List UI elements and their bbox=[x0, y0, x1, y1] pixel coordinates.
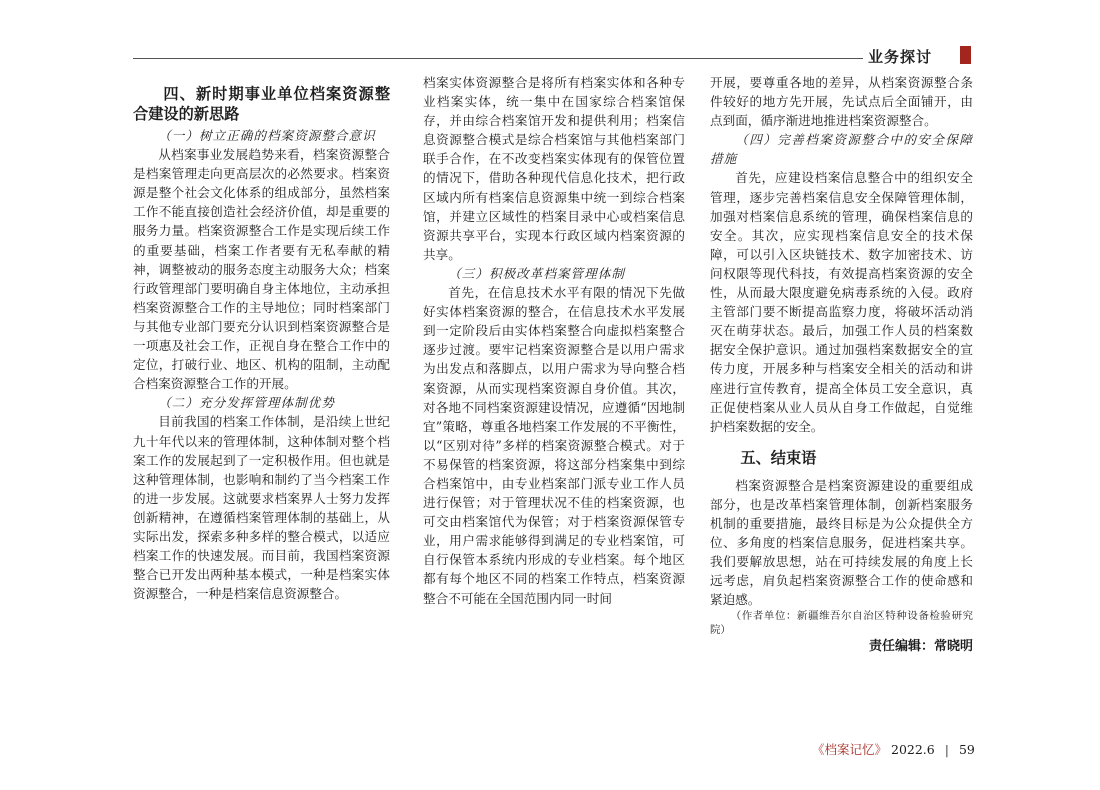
author-affiliation: （作者单位：新疆维吾尔自治区特种设备检验研究院） bbox=[710, 610, 973, 637]
subheading-4: （四）完善档案资源整合中的安全保障措施 bbox=[710, 132, 973, 167]
section-marker bbox=[960, 46, 971, 64]
paragraph: 首先，在信息技术水平有限的情况下先做好实体档案资源的整合，在信息技术水平发展到一定阶段后由实体档案整合向虚拟档案整合逐步过渡。要牢记档案资源整合是以用户需求为出发点和落脚点，以用户需求为导向整合档案资源，从而实现档案资源自身价值。其次，对各地不同档案资源建设情况，应遵循“因地制宜”策略，尊重各地档案工作发展的不平衡性，以“区别对待”多样的档案资源整合模式。对于不易保管的档案资源，将这部分档案集中到综合档案馆中，由专业档案部门派专业工作人员进行保管；对于管理状况不佳的档案资源，也可交由档案馆代为保管；对于档案资源保管专业，用户需求能够得到满足的专业档案馆，可自行保管本系统内形成的专业档案。每个地区都有每个地区不同的档案工作特点，档案资源整合不可能在全国范围内同一时间 bbox=[423, 285, 685, 606]
column-2 bbox=[423, 73, 685, 713]
subheading-3: （三）积极改革档案管理体制 bbox=[448, 265, 625, 281]
paragraph: 从档案事业发展趋势来看，档案资源整合是档案管理走向更高层次的必然要求。档案资源是整个社会文化体系的组成部分，虽然档案工作不能直接创造社会经济价值，却是重要的服务力量。档案资源整合工作是实现后续工作的重要基础，档案工作者要有无私奉献的精神，调整被动的服务态度主动服务大众；档案行政管理部门要明确自身主体地位，主动承担档案资源整合工作的主导地位；同时档案部门与其他专业部门要充分认识到档案资源整合是一项惠及社会工作，正视自身在整合工作中的定位，打破行业、地区、机构的阻制，主动配合档案资源整合工作的开展。 bbox=[133, 147, 390, 392]
section-heading-4: 四、新时期事业单位档案资源整合建设的新思路 bbox=[133, 85, 390, 123]
subheading-2: （二）充分发挥管理体制优势 bbox=[158, 395, 335, 411]
paragraph: 档案实体资源整合是将所有档案实体和各种专业档案实体，统一集中在国家综合档案馆保存，并由综合档案馆开发和提供利用；档案信息资源整合模式是综合档案馆与其他档案部门联手合作，在不改变档案实体现有的保管位置的情况下，借助各种现代信息化技术，把行政区域内所有档案信息资源集中统一到综合档案馆，并建立区域性的档案目录中心或档案信息资源共享平台，实现本行政区域内档案资源的共享。 bbox=[423, 75, 685, 262]
column-3 bbox=[710, 73, 973, 713]
page-number: 59 bbox=[958, 742, 975, 757]
issue-number: 2022.6 bbox=[891, 742, 935, 757]
magazine-name: 《档案记忆》 bbox=[812, 742, 888, 757]
section-heading-5: 五、结束语 bbox=[740, 448, 817, 467]
section-title: 业务探讨 bbox=[868, 48, 933, 66]
footer-separator: | bbox=[944, 742, 949, 757]
responsible-editor: 责任编辑：常晓明 bbox=[868, 639, 973, 655]
subheading-1: （一）树立正确的档案资源整合意识 bbox=[158, 128, 376, 143]
paragraph: 档案资源整合是档案资源建设的重要组成部分，也是改革档案管理体制，创新档案服务机制的重要措施，最终目标是为公众提供全方位、多角度的档案信息服务，促进档案共享。我们要解放思想，站在可持续发展的角度上长远考虑，肩负起档案资源整合工作的使命感和紧迫感。 bbox=[710, 477, 973, 608]
header-rule bbox=[133, 58, 863, 59]
paragraph: 首先，应建设档案信息整合中的组织安全管理，逐步完善档案信息安全保障管理体制，加强对档案信息系统的管理，确保档案信息的安全。其次，应实现档案信息安全的技术保障，可以引入区块链技术、数字加密技术、访问权限等现代科技，有效提高档案资源的安全性，从而最大限度避免病毒系统的入侵。政府主管部门要不断提高监察力度，将破坏活动消灭在萌芽状态。最后，加强工作人员的档案数据安全保护意识。通过加强档案数据安全的宣传力度，开展多种与档案安全相关的活动和讲座进行宣传教育，提高全体员工安全意识，真正促使档案从业人员从自身工作做起，自觉维护档案数据的安全。 bbox=[710, 170, 973, 434]
paragraph: 目前我国的档案工作体制，是沿续上世纪九十年代以来的管理体制，这种体制对整个档案工作的发展起到了一定积极作用。但也就是这种管理体制，也影响和制约了当今档案工作的进一步发展。这就要求档案界人士努力发挥创新精神，在遵循档案管理体制的基础上，从实际出发，探索多种多样的整合模式，以适应档案工作的快速发展。而目前，我国档案资源整合已开发出两种基本模式，一种是档案实体资源整合，一种是档案信息资源整合。 bbox=[133, 414, 390, 602]
paragraph: 开展，要尊重各地的差异，从档案资源整合条件较好的地方先开展，先试点后全面铺开，由点到面，循序渐进地推进档案资源整合。 bbox=[710, 75, 973, 129]
column-1 bbox=[133, 84, 390, 724]
page-footer bbox=[812, 740, 975, 758]
